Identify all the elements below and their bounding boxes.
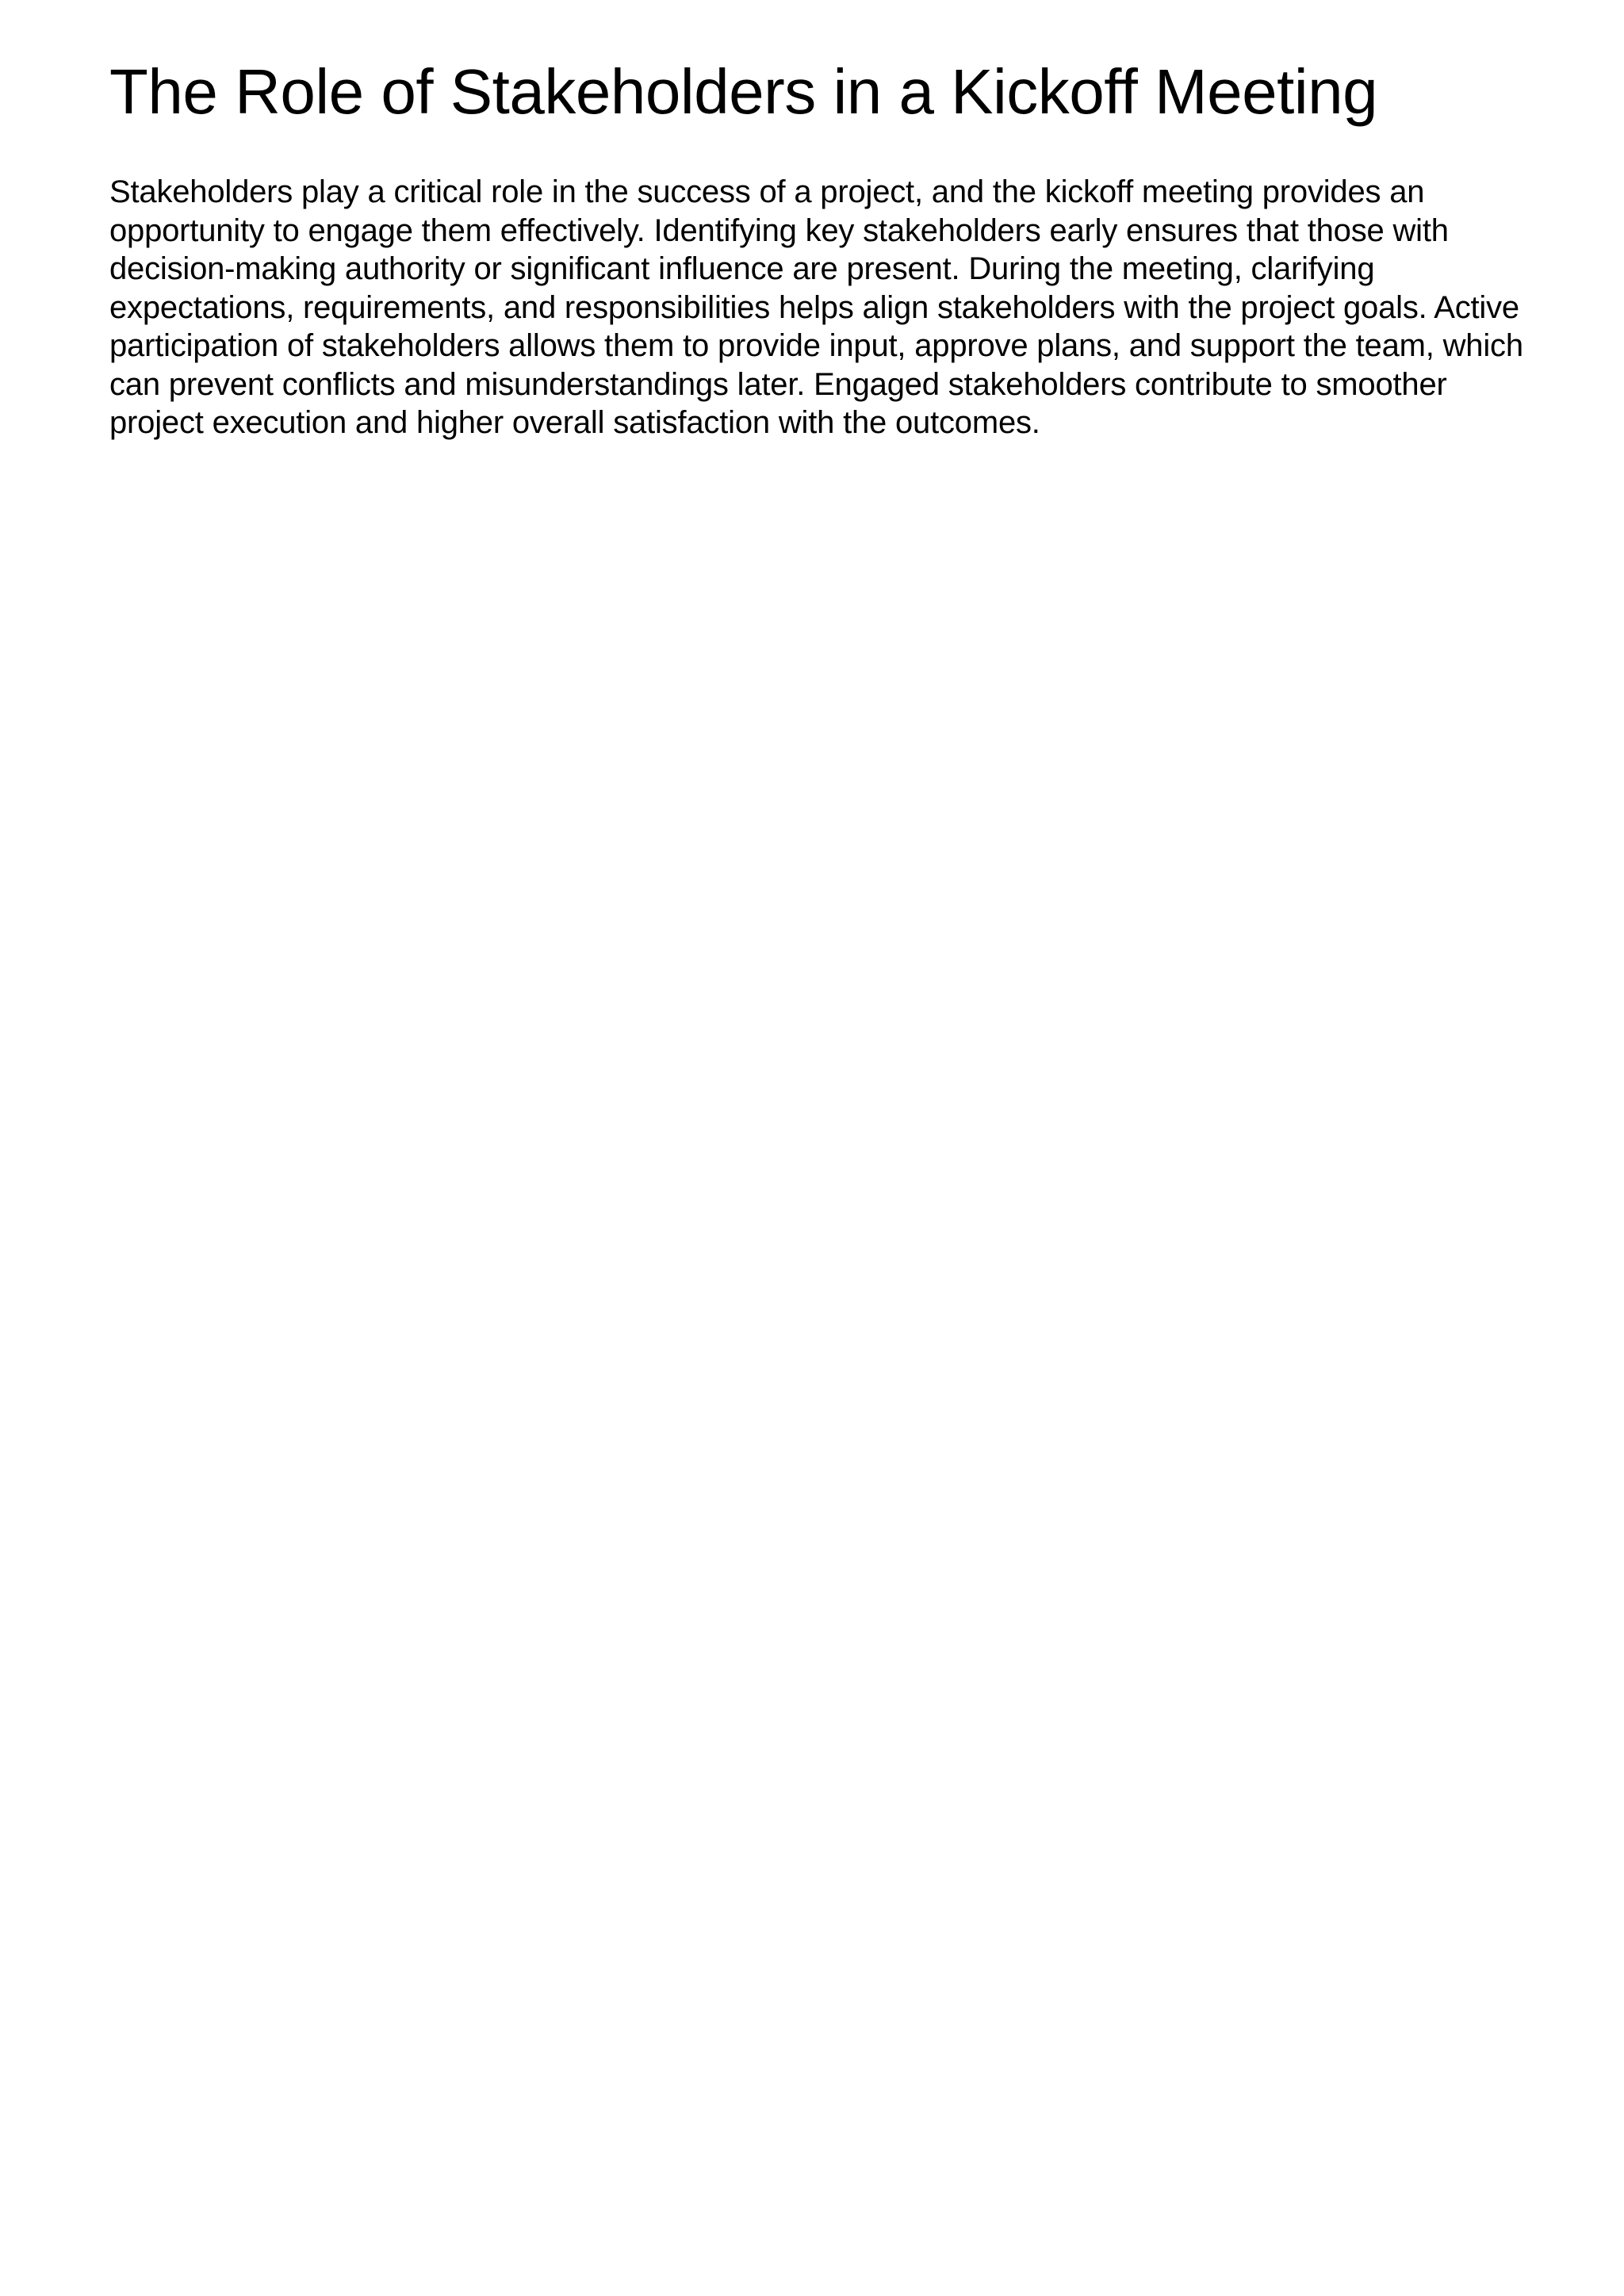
body-paragraph: Stakeholders play a critical role in the success of a project, and the kickoff meeting provides an opportunity to engage them effectively. Identifying key stakeholders early ensures that those with decision-making authority or significant influence are present. During the meeting, clarifying expectations, requirements, and responsibilities helps align stakeholders with the project goals. Active participation of stakeholders allows them to provide input, approve plans, and support the team, which can prevent conflicts and misunderstandings later. Engaged stakeholders contribute to smoother project execution and higher overall satisfaction with the outcomes. — [109, 174, 1523, 440]
page-title: The Role of Stakeholders in a Kickoff Meeting — [109, 56, 1378, 127]
document-page — [109, 48, 1529, 442]
